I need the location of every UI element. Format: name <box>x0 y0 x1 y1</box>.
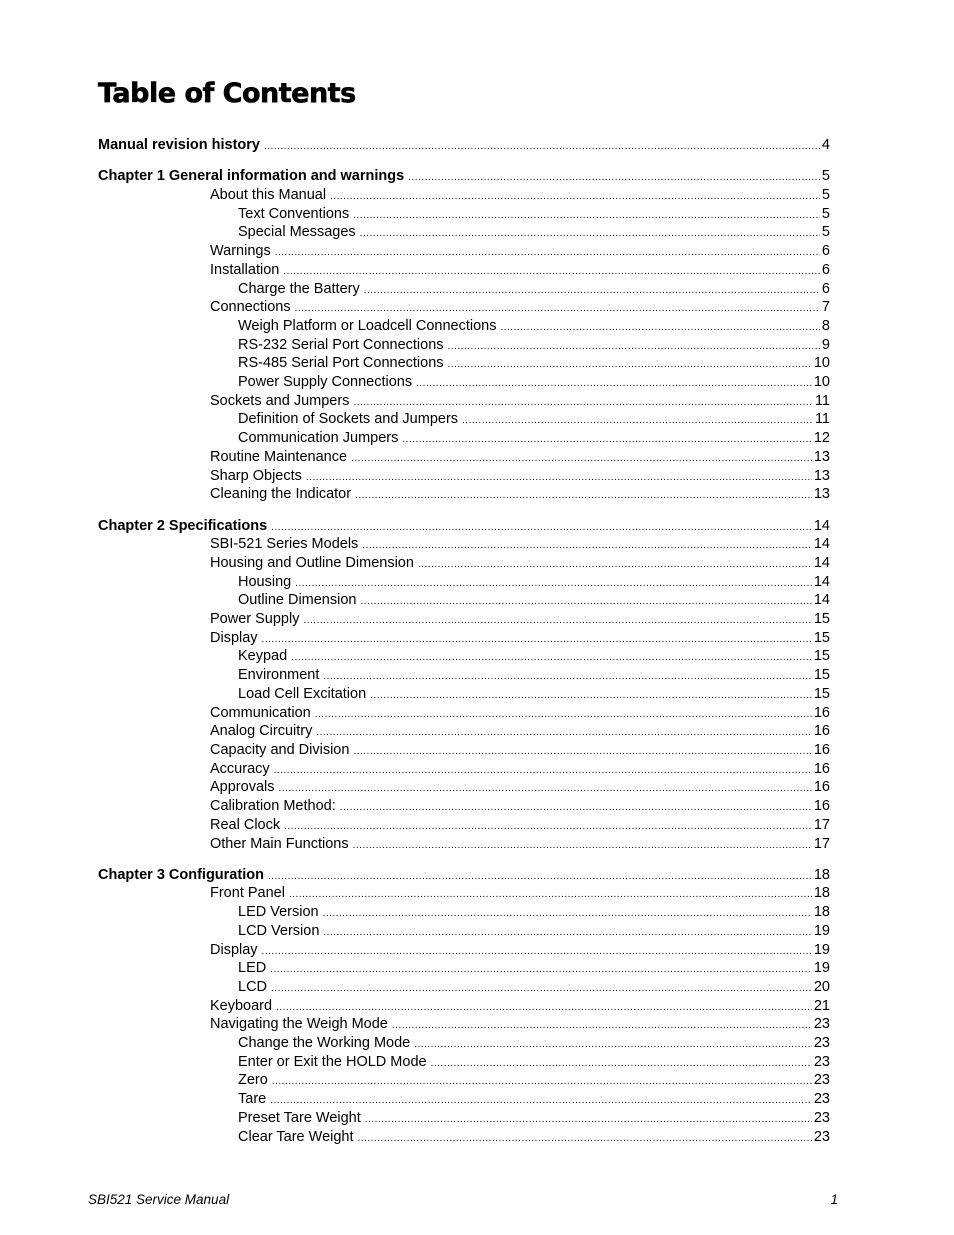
toc-dot-leader <box>370 687 812 705</box>
toc-dot-leader <box>291 649 812 667</box>
toc-page-number: 8 <box>821 318 830 334</box>
toc-page-number: 18 <box>813 867 830 883</box>
toc-subsection-entry <box>238 1109 830 1127</box>
toc-dot-leader <box>289 886 812 904</box>
toc-page-number: 5 <box>821 206 830 222</box>
toc-entry-title: Chapter 1 General information and warnings <box>98 168 405 184</box>
toc-entry-title: Sharp Objects <box>210 468 302 484</box>
toc-dot-leader <box>270 1092 812 1110</box>
toc-entry-title: Outline Dimension <box>238 592 357 608</box>
toc-entry-title: LED Version <box>238 904 319 920</box>
toc-page-number: 9 <box>821 337 830 353</box>
toc-section-entry <box>210 467 830 485</box>
toc-page-number: 12 <box>813 430 830 446</box>
toc-dot-leader <box>295 300 820 318</box>
toc-subsection-entry <box>238 573 830 591</box>
toc-dot-leader <box>392 1017 812 1035</box>
toc-page-number: 15 <box>813 667 830 683</box>
toc-section-entry <box>210 554 830 572</box>
toc-page-number: 18 <box>813 885 830 901</box>
toc-page-number: 18 <box>813 904 830 920</box>
toc-entry-title: Chapter 2 Specifications <box>98 518 268 534</box>
toc-section-entry <box>210 778 830 796</box>
toc-dot-leader <box>264 138 820 156</box>
toc-section-entry <box>210 186 830 204</box>
toc-subsection-entry <box>238 1090 830 1108</box>
toc-subsection-entry <box>238 666 830 684</box>
toc-page-number: 13 <box>813 449 830 465</box>
toc-entry-title: Clear Tare Weight <box>238 1129 354 1145</box>
toc-subsection-entry <box>238 922 830 940</box>
toc-entry-title: Tare <box>238 1091 267 1107</box>
toc-subsection-entry <box>238 959 830 977</box>
toc-dot-leader <box>272 1073 812 1091</box>
toc-section-entry <box>210 722 830 740</box>
toc-page-number: 14 <box>813 518 830 534</box>
toc-entry-title: Communication <box>210 705 311 721</box>
toc-page-number: 6 <box>821 243 830 259</box>
toc-section-entry <box>210 835 830 853</box>
toc-subsection-entry <box>238 205 830 223</box>
toc-subsection-entry <box>238 1071 830 1089</box>
toc-page-number: 16 <box>813 761 830 777</box>
toc-entry-title: Display <box>210 630 258 646</box>
toc-page-number: 19 <box>813 960 830 976</box>
toc-dot-leader <box>418 556 812 574</box>
toc-section-entry <box>210 610 830 628</box>
toc-chapter-entry <box>98 866 830 884</box>
toc-entry-title: Front Panel <box>210 885 285 901</box>
toc-section-entry <box>210 242 830 260</box>
toc-subsection-entry <box>238 223 830 241</box>
toc-section-entry <box>210 884 830 902</box>
toc-dot-leader <box>271 980 812 998</box>
toc-chapter-entry <box>98 136 830 154</box>
toc-dot-leader <box>323 668 811 686</box>
toc-section-entry <box>210 941 830 959</box>
toc-dot-leader <box>462 412 813 430</box>
toc-page-number: 5 <box>821 168 830 184</box>
footer-manual-title: SBI521 Service Manual <box>88 1192 230 1207</box>
toc-dot-leader <box>278 780 811 798</box>
toc-entry-title: Routine Maintenance <box>210 449 348 465</box>
toc-page-number: 4 <box>821 137 830 153</box>
toc-subsection-entry <box>238 317 830 335</box>
toc-entry-title: Connections <box>210 299 291 315</box>
toc-dot-leader <box>284 818 812 836</box>
toc-dot-leader <box>351 450 812 468</box>
toc-page-number: 23 <box>813 1035 830 1051</box>
toc-entry-title: Change the Working Mode <box>238 1035 411 1051</box>
toc-page-number: 20 <box>813 979 830 995</box>
toc-subsection-entry <box>238 410 830 428</box>
toc-dot-leader <box>283 263 820 281</box>
toc-dot-leader <box>270 961 812 979</box>
toc-page-number: 23 <box>813 1129 830 1145</box>
toc-section-entry <box>210 741 830 759</box>
toc-entry-title: Text Conventions <box>238 206 350 222</box>
toc-entry-title: About this Manual <box>210 187 327 203</box>
toc-subsection-entry <box>238 373 830 391</box>
toc-dot-leader <box>362 537 812 555</box>
toc-page-number: 5 <box>821 187 830 203</box>
toc-dot-leader <box>500 319 819 337</box>
toc-page-number: 13 <box>813 468 830 484</box>
toc-entry-title: Keypad <box>238 648 288 664</box>
toc-entry-title: Special Messages <box>238 224 356 240</box>
toc-dot-leader <box>402 431 811 449</box>
toc-section-entry <box>210 261 830 279</box>
toc-entry-title: Capacity and Division <box>210 742 350 758</box>
toc-entry-title: Weigh Platform or Loadcell Connections <box>238 318 497 334</box>
toc-page-number: 16 <box>813 779 830 795</box>
toc-section-entry <box>210 298 830 316</box>
toc-entry-title: Housing and Outline Dimension <box>210 555 414 571</box>
toc-page-number: 17 <box>813 817 830 833</box>
toc-entry-title: Navigating the Weigh Mode <box>210 1016 388 1032</box>
toc-entry-title: Real Clock <box>210 817 281 833</box>
toc-section-entry <box>210 797 830 815</box>
toc-subsection-entry <box>238 903 830 921</box>
toc-entry-title: Keyboard <box>210 998 273 1014</box>
toc-section-entry <box>210 448 830 466</box>
toc-subsection-entry <box>238 280 830 298</box>
toc-page-number: 23 <box>813 1091 830 1107</box>
toc-page-number: 21 <box>813 998 830 1014</box>
toc-page-number: 10 <box>813 374 830 390</box>
toc-subsection-entry <box>238 685 830 703</box>
toc-entry-title: Definition of Sockets and Jumpers <box>238 411 459 427</box>
toc-dot-leader <box>365 1111 812 1129</box>
toc-page-number: 16 <box>813 798 830 814</box>
toc-entry-title: Chapter 3 Configuration <box>98 867 264 883</box>
toc-entry-title: Manual revision history <box>98 137 260 153</box>
toc-chapter-entry <box>98 167 830 185</box>
toc-section-entry <box>210 629 830 647</box>
toc-entry-title: Accuracy <box>210 761 270 777</box>
toc-section-entry <box>210 392 830 410</box>
toc-chapter-entry <box>98 517 830 535</box>
toc-page-number: 15 <box>813 648 830 664</box>
toc-section-entry <box>210 485 830 503</box>
toc-entry-title: RS-485 Serial Port Connections <box>238 355 444 371</box>
toc-subsection-entry <box>238 1128 830 1146</box>
toc-entry-title: Load Cell Excitation <box>238 686 367 702</box>
toc-dot-leader <box>353 743 811 761</box>
toc-entry-title: Calibration Method: <box>210 798 336 814</box>
toc-entry-title: Warnings <box>210 243 271 259</box>
toc-dot-leader <box>303 612 811 630</box>
toc-entry-title: Approvals <box>210 779 275 795</box>
toc-dot-leader <box>353 837 812 855</box>
toc-dot-leader <box>360 593 811 611</box>
toc-page-number: 11 <box>814 411 830 427</box>
toc-dot-leader <box>414 1036 812 1054</box>
toc-section-entry <box>210 760 830 778</box>
toc-entry-title: RS-232 Serial Port Connections <box>238 337 444 353</box>
toc-section-entry <box>210 535 830 553</box>
toc-page-number: 19 <box>813 923 830 939</box>
toc-dot-leader <box>330 188 820 206</box>
toc-entry-title: Power Supply Connections <box>238 374 413 390</box>
toc-page-number: 16 <box>813 705 830 721</box>
toc-page-number: 13 <box>813 486 830 502</box>
toc-page-number: 14 <box>813 592 830 608</box>
toc-entry-title: Analog Circuitry <box>210 723 313 739</box>
toc-entry-title: LCD Version <box>238 923 320 939</box>
toc-entry-title: Power Supply <box>210 611 300 627</box>
toc-entry-title: Cleaning the Indicator <box>210 486 352 502</box>
toc-entry-title: Other Main Functions <box>210 836 349 852</box>
toc-subsection-entry <box>238 1053 830 1071</box>
toc-entry-title: LED <box>238 960 267 976</box>
toc-entry-title: LCD <box>238 979 268 995</box>
toc-dot-leader <box>448 356 812 374</box>
toc-entry-title: Charge the Battery <box>238 281 360 297</box>
toc-page-number: 11 <box>814 393 830 409</box>
toc-entry-title: SBI-521 Series Models <box>210 536 359 552</box>
toc-page-number: 5 <box>821 224 830 240</box>
toc-dot-leader <box>416 375 812 393</box>
toc-entry-title: Zero <box>238 1072 268 1088</box>
toc-entry-title: Environment <box>238 667 320 683</box>
toc-dot-leader <box>355 487 812 505</box>
toc-page-number: 7 <box>821 299 830 315</box>
toc-page-number: 14 <box>813 536 830 552</box>
footer-page-number: 1 <box>830 1192 838 1207</box>
toc-subsection-entry <box>238 336 830 354</box>
toc-dot-leader <box>340 799 812 817</box>
toc-section-entry <box>210 704 830 722</box>
toc-dot-leader <box>316 724 812 742</box>
toc-page-number: 23 <box>813 1054 830 1070</box>
toc-dot-leader <box>323 905 812 923</box>
toc-page-number: 23 <box>813 1016 830 1032</box>
toc-page-number: 17 <box>813 836 830 852</box>
toc-section-entry <box>210 997 830 1015</box>
toc-dot-leader <box>323 924 811 942</box>
toc-subsection-entry <box>238 647 830 665</box>
toc-section-entry <box>210 1015 830 1033</box>
toc-entry-title: Communication Jumpers <box>238 430 399 446</box>
toc-page-number: 6 <box>821 262 830 278</box>
toc-entry-title: Display <box>210 942 258 958</box>
toc-entry-title: Sockets and Jumpers <box>210 393 350 409</box>
toc-page-number: 10 <box>813 355 830 371</box>
toc-subsection-entry <box>238 591 830 609</box>
toc-entry-title: Housing <box>238 574 292 590</box>
toc-dot-leader <box>408 169 820 187</box>
toc-subsection-entry <box>238 354 830 372</box>
toc-page-number: 6 <box>821 281 830 297</box>
toc-dot-leader <box>360 225 820 243</box>
page-title: Table of Contents <box>98 78 356 109</box>
toc-page-number: 23 <box>813 1110 830 1126</box>
toc-page-number: 14 <box>813 574 830 590</box>
toc-entry-title: Enter or Exit the HOLD Mode <box>238 1054 427 1070</box>
toc-page-number: 15 <box>813 630 830 646</box>
toc-dot-leader <box>358 1130 812 1148</box>
toc-subsection-entry <box>238 429 830 447</box>
toc-subsection-entry <box>238 978 830 996</box>
toc-page-number: 16 <box>813 723 830 739</box>
toc-section-entry <box>210 816 830 834</box>
toc-page-number: 15 <box>813 611 830 627</box>
toc-page-number: 23 <box>813 1072 830 1088</box>
toc-entry-title: Installation <box>210 262 280 278</box>
toc-subsection-entry <box>238 1034 830 1052</box>
toc-dot-leader <box>275 244 820 262</box>
toc-page-number: 14 <box>813 555 830 571</box>
toc-entry-title: Preset Tare Weight <box>238 1110 361 1126</box>
toc-page-number: 15 <box>813 686 830 702</box>
toc-page-number: 19 <box>813 942 830 958</box>
toc-page-number: 16 <box>813 742 830 758</box>
